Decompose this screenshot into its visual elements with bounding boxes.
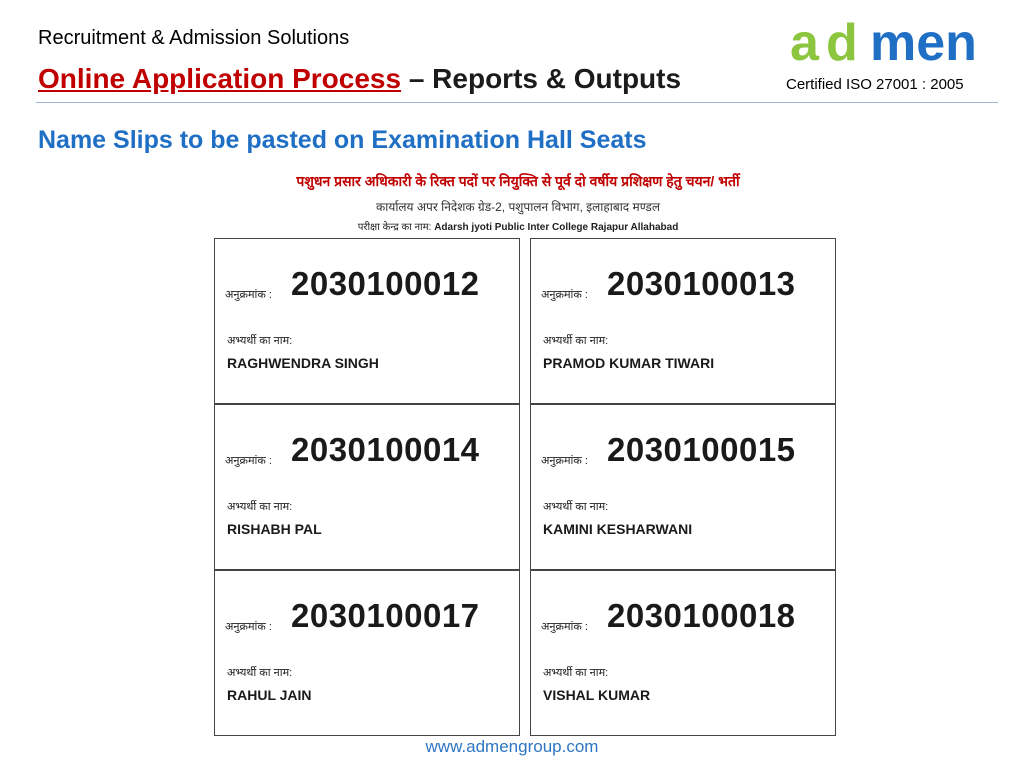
page-title [38,63,681,95]
candidate-name-label: अभ्यर्थी का नाम: [227,335,293,347]
roll-label: अनुक्रमांक : [225,289,272,301]
document-heading-1: पशुधन प्रसार अधिकारी के रिक्त पदों पर नियुक्ति से पूर्व दो वर्षीय प्रशिक्षण हेतु चयन/ भर्ती [296,173,740,189]
exam-centre-name: Adarsh jyoti Public Inter College Rajapur Allahabad [434,222,679,233]
admen-logo [790,12,1000,70]
roll-number: 2030100015 [607,431,796,468]
logo-word-men: men [870,14,977,70]
candidate-name: RISHABH PAL [227,521,322,537]
name-slip [214,404,520,570]
header-divider [36,102,998,103]
roll-number: 2030100018 [607,597,796,634]
name-slip [530,404,836,570]
candidate-name: RAGHWENDRA SINGH [227,355,379,371]
candidate-name-label: अभ्यर्थी का नाम: [227,667,293,679]
roll-number: 2030100012 [291,265,480,302]
roll-number: 2030100017 [291,597,480,634]
section-title: Name Slips to be pasted on Examination Hall Seats [38,126,647,154]
candidate-name-label: अभ्यर्थी का नाम: [543,501,609,513]
name-slip [530,238,836,404]
candidate-name-label: अभ्यर्थी का नाम: [543,667,609,679]
name-slip-grid [214,238,838,742]
logo-letter-a: a [790,14,819,70]
roll-label: अनुक्रमांक : [541,289,588,301]
logo-letter-d: d [826,14,858,70]
candidate-name-label: अभ्यर्थी का नाम: [227,501,293,513]
roll-label: अनुक्रमांक : [225,455,272,467]
candidate-name-label: अभ्यर्थी का नाम: [543,335,609,347]
roll-label: अनुक्रमांक : [541,455,588,467]
name-slip [214,570,520,736]
iso-certification: Certified ISO 27001 : 2005 [786,76,964,93]
document-heading-2: कार्यालय अपर निदेशक ग्रेड-2, पशुपालन विभाग, इलाहाबाद मण्डल [376,200,660,214]
exam-centre-line [200,219,836,233]
roll-label: अनुक्रमांक : [541,621,588,633]
header-subtitle: Recruitment & Admission Solutions [38,27,350,49]
candidate-name: KAMINI KESHARWANI [543,521,693,537]
exam-centre-label: परीक्षा केन्द्र का नाम: [357,222,432,233]
name-slip [530,570,836,736]
title-highlight: Online Application Process [38,63,402,94]
roll-number: 2030100014 [291,431,480,468]
name-slip [214,238,520,404]
roll-label: अनुक्रमांक : [225,621,272,633]
roll-number: 2030100013 [607,265,796,302]
candidate-name: VISHAL KUMAR [543,687,651,703]
title-suffix: – Reports & Outputs [401,63,682,94]
candidate-name: PRAMOD KUMAR TIWARI [543,355,715,371]
candidate-name: RAHUL JAIN [227,687,312,703]
footer-website-link[interactable]: www.admengroup.com [425,737,599,756]
